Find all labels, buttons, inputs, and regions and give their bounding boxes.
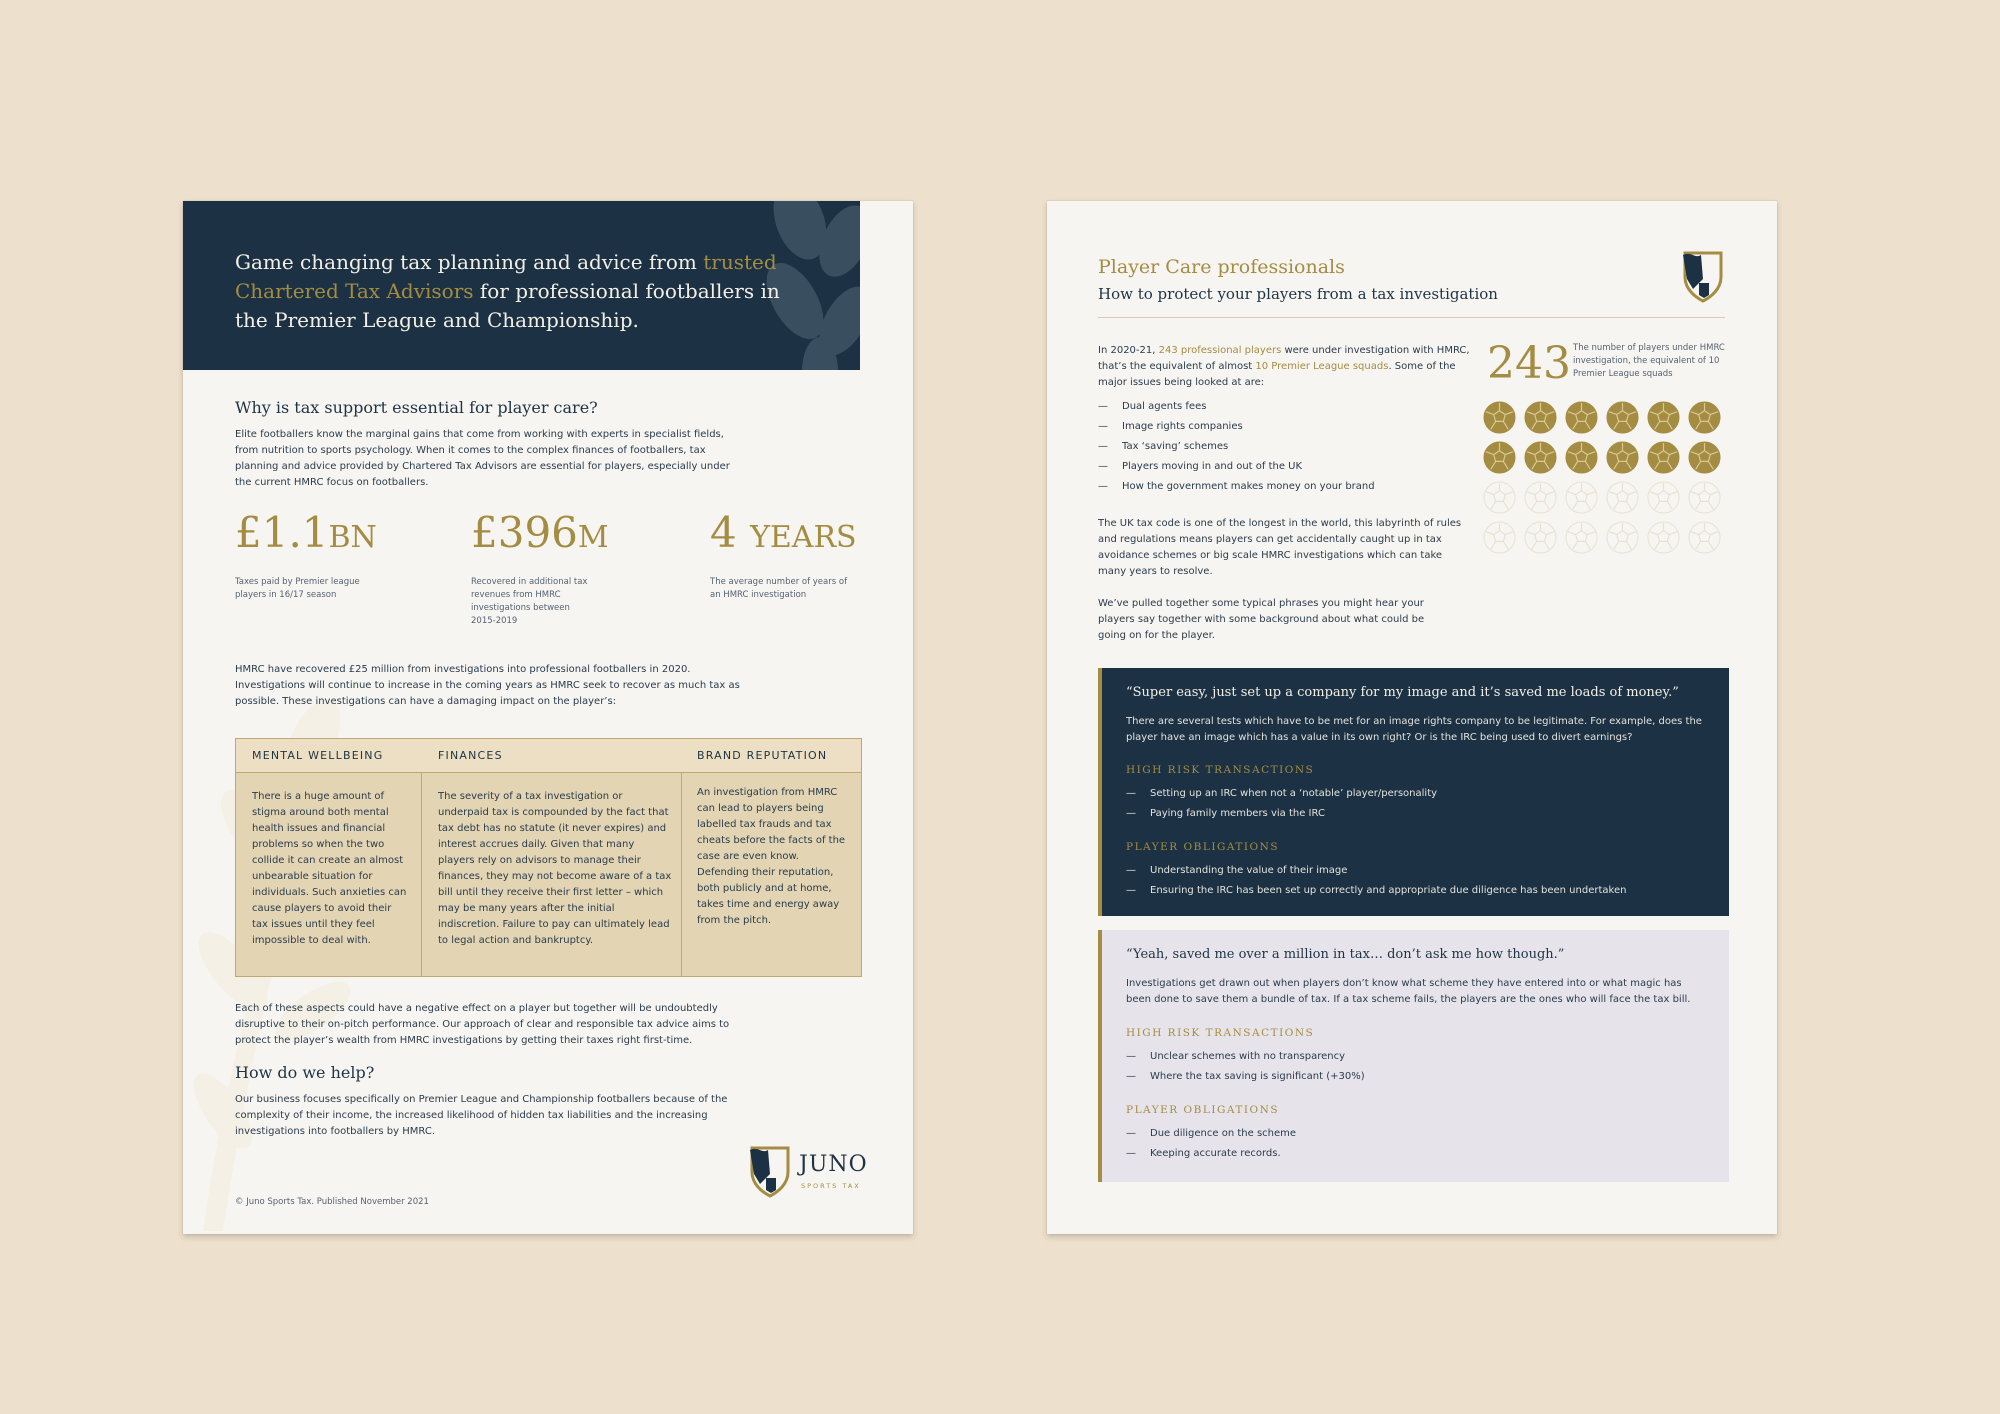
crest-icon (1681, 249, 1725, 305)
page-subtitle: How to protect your players from a tax investigation (1098, 285, 1498, 303)
investigations-stat-caption: The number of players under HMRC investigation, the equivalent of 10 Premier League squads (1573, 343, 1725, 379)
help-paragraph: Our business focuses specifically on Premier League and Championship footballers because of the complexity of their income, the increased likelihood of hidden tax liabilities and the increasing investigations into footballers by HMRC. (235, 1094, 728, 1137)
football-filled-icon (1606, 441, 1639, 474)
card-obligations-list (1126, 861, 1706, 901)
football-filled-icon (1565, 401, 1598, 434)
card-body: There are several tests which have to be met for an image rights company to be legitimate. For example, does the player have an image which has a value in its own right? Or is the IRC being used to divert earnings? (1126, 716, 1702, 743)
stat-value-recovered: £396M (471, 508, 609, 557)
hero-headline: Game changing tax planning and advice from trusted Chartered Tax Advisors for professional footballers in the Premier League and Championship. (235, 250, 780, 332)
left-page (183, 201, 913, 1234)
table-cell-brand: An investigation from HMRC can lead to players being labelled tax frauds and tax cheats before the facts of the case are even know. Defending their reputation, both publicly and at home, takes time and energy away from the pitch. (697, 787, 846, 926)
issues-list (1098, 397, 1478, 497)
football-filled-icon (1647, 441, 1680, 474)
card-obligations-heading: PLAYER OBLIGATIONS (1126, 841, 1280, 853)
football-filled-icon (1524, 441, 1557, 474)
table-cell-finances: The severity of a tax investigation or underpaid tax is compounded by the fact that tax debt has no statute (it never expires) and interest accrues daily. Given that many players rely on advisors to manage their finances, they may not become aware of a tax bill until they receive their first letter – which may be many years after the initial indiscretion. Failure to pay can ultimately lead to legal action and bankruptcy. (438, 791, 672, 946)
hero-highlight: trusted Chartered Tax Advisors (235, 250, 777, 303)
football-outline-icon (1647, 481, 1680, 514)
stat-value-years: 4 YEARS (710, 508, 857, 557)
stat-value-taxes-paid: £1.1BN (235, 508, 377, 557)
card-risk-list (1126, 784, 1706, 824)
list-item: — How the government makes money on your brand (1098, 477, 1478, 497)
aspects-paragraph: Each of these aspects could have a negative effect on a player but together will be undoubtedly disruptive to their on-pitch performance. Our approach of clear and responsible tax advice aims to protect the player’s wealth from HMRC investigations by getting their taxes right first-time. (235, 1003, 730, 1046)
football-outline-icon (1524, 521, 1557, 554)
football-outline-icon (1483, 521, 1516, 554)
football-filled-icon (1688, 401, 1721, 434)
list-item: — Unclear schemes with no transparency (1126, 1047, 1706, 1067)
table-header-finances: FINANCES (438, 749, 503, 762)
copyright-text: © Juno Sports Tax. Published November 2021 (235, 1197, 429, 1207)
list-item: — Dual agents fees (1098, 397, 1478, 417)
list-item: — Where the tax saving is significant (+30%) (1126, 1067, 1706, 1087)
stat-caption-recovered: Recovered in additional tax revenues from HMRC investigations between 2015-2019 (471, 577, 588, 626)
table-header-mental: MENTAL WELLBEING (252, 749, 384, 762)
table-header-row (236, 739, 861, 773)
football-filled-icon (1565, 441, 1598, 474)
football-filled-icon (1483, 441, 1516, 474)
card-risk-list (1126, 1047, 1706, 1087)
card-obligations-heading: PLAYER OBLIGATIONS (1126, 1104, 1280, 1116)
quote-card-tax-scheme (1098, 930, 1729, 1182)
football-outline-icon (1688, 521, 1721, 554)
phrases-paragraph: We’ve pulled together some typical phrases you might hear your players say together with some background about what could be going on for the player. (1098, 598, 1425, 641)
page-title: Player Care professionals (1098, 256, 1345, 278)
logo-subtitle: SPORTS TAX (801, 1182, 861, 1190)
list-item: — Understanding the value of their image (1126, 861, 1706, 881)
football-outline-icon (1524, 481, 1557, 514)
football-filled-icon (1524, 401, 1557, 434)
right-page (1047, 201, 1777, 1234)
football-outline-icon (1688, 481, 1721, 514)
help-heading: How do we help? (235, 1063, 375, 1082)
football-outline-icon (1483, 481, 1516, 514)
card-risk-heading: HIGH RISK TRANSACTIONS (1126, 764, 1315, 776)
why-heading: Why is tax support essential for player care? (235, 398, 598, 417)
table-header-brand: BRAND REPUTATION (697, 749, 828, 762)
football-filled-icon (1647, 401, 1680, 434)
football-filled-icon (1483, 401, 1516, 434)
card-quote: “Super easy, just set up a company for my image and it’s saved me loads of money.” (1126, 685, 1679, 700)
football-outline-icon (1565, 521, 1598, 554)
list-item: — Ensuring the IRC has been set up correctly and appropriate due diligence has been undertaken (1126, 881, 1706, 901)
intro-highlight-squads: 10 Premier League squads (1255, 361, 1389, 372)
juno-crest-logo-icon (748, 1144, 792, 1198)
list-item: — Keeping accurate records. (1126, 1144, 1706, 1164)
impact-table (235, 738, 862, 977)
list-item: — Image rights companies (1098, 417, 1478, 437)
football-filled-icon (1606, 401, 1639, 434)
card-quote: “Yeah, saved me over a million in tax… don’t ask me how though.” (1126, 947, 1565, 962)
table-cell-mental: There is a huge amount of stigma around both mental health issues and financial problems so when the two collide it can create an almost unbearable situation for individuals. Such anxieties can cause players to avoid their tax issues until they feel impossible to deal with. (252, 791, 407, 946)
card-body: Investigations get drawn out when players don’t know what scheme they have entered into or what magic has been done to save them a bundle of tax. If a tax scheme fails, the players are the ones who will face the tax bill. (1126, 978, 1691, 1005)
labyrinth-paragraph: The UK tax code is one of the longest in the world, this labyrinth of rules and regulations means players can get accidentally caught up in tax avoidance schemes or big scale HMRC investigations which can take many years to resolve. (1098, 518, 1462, 577)
investigations-stat-value: 243 (1487, 338, 1571, 389)
football-outline-icon (1565, 481, 1598, 514)
list-item: — Tax ‘saving’ schemes (1098, 437, 1478, 457)
football-filled-icon (1688, 441, 1721, 474)
list-item: — Setting up an IRC when not a ‘notable’ player/personality (1126, 784, 1706, 804)
why-paragraph: Elite footballers know the marginal gains that come from working with experts in specialist fields, from nutrition to sports psychology. When it comes to the complex finances of footballers, tax planning and advice provided by Chartered Tax Advisors are essential for players, especially under the current HMRC focus on footballers. (235, 429, 730, 488)
card-obligations-list (1126, 1124, 1706, 1164)
logo-wordmark: JUNO (799, 1152, 868, 1177)
list-item: — Paying family members via the IRC (1126, 804, 1706, 824)
hero-banner (183, 201, 860, 370)
football-outline-icon (1647, 521, 1680, 554)
hmrc-paragraph: HMRC have recovered £25 million from investigations into professional footballers in 2020. Investigations will continue to increase in the coming years as HMRC seek to recover as much tax as possible. These investigations can have a damaging impact on the player’s: (235, 664, 740, 707)
football-outline-icon (1606, 521, 1639, 554)
stat-caption-years: The average number of years of an HMRC investigation (710, 577, 848, 600)
card-risk-heading: HIGH RISK TRANSACTIONS (1126, 1027, 1315, 1039)
intro-highlight-players: 243 professional players (1158, 345, 1282, 356)
list-item: — Players moving in and out of the UK (1098, 457, 1478, 477)
football-outline-icon (1606, 481, 1639, 514)
list-item: — Due diligence on the scheme (1126, 1124, 1706, 1144)
title-divider (1098, 317, 1725, 318)
quote-card-image-rights (1098, 668, 1729, 916)
stat-caption-taxes-paid: Taxes paid by Premier league players in 16/17 season (235, 577, 360, 600)
intro-paragraph: In 2020-21, 243 professional players were under investigation with HMRC, that’s the equivalent of almost 10 Premier League squads. Some of the major issues being looked at are: (1098, 345, 1470, 388)
